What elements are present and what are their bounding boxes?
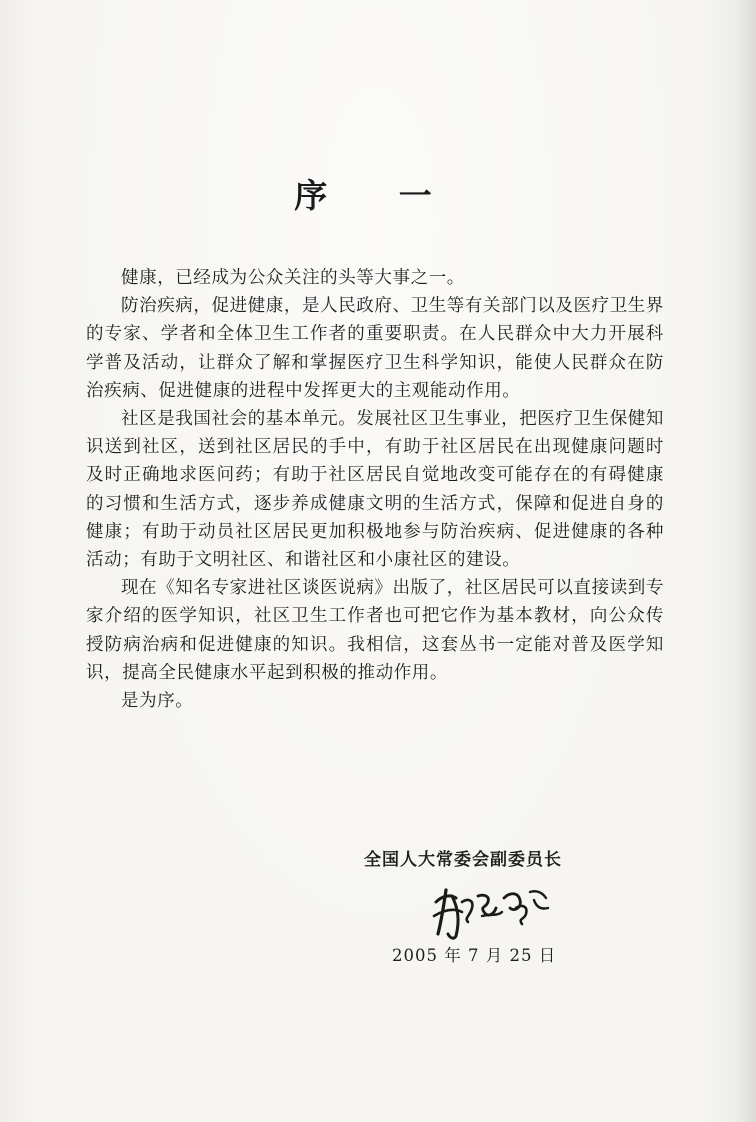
- page-title: 序 一: [294, 176, 462, 216]
- preface-body: [86, 264, 664, 715]
- signature-date: 2005 年 7 月 25 日: [392, 946, 557, 965]
- paragraph-3: 社区是我国社会的基本单元。发展社区卫生事业，把医疗卫生保健知识送到社区，送到社区居民的手中，有助于社区居民在出现健康问题时及时正确地求医问药；有助于社区居民自觉地改变可能存在的有碍健康的习惯和生活方式，逐步养成健康文明的生活方式，保障和促进自身的健康；有助于动员社区居民更加积极地参与防治疾病、促进健康的各种活动；有助于文明社区、和谐社区和小康社区的建设。: [86, 409, 664, 571]
- signer-title: 全国人大常委会副委员长: [364, 850, 562, 870]
- handwritten-signature: [428, 882, 556, 942]
- paragraph-4: 现在《知名专家进社区谈医说病》出版了，社区居民可以直接读到专家介绍的医学知识，社区卫生工作者也可把它作为基本教材，向公众传授防病治病和促进健康的知识。我相信，这套丛书一定能对普及医学知识，提高全民健康水平起到积极的推动作用。: [86, 578, 664, 683]
- page-edge-shadow: [734, 0, 756, 1122]
- paragraph-1: 健康，已经成为公众关注的头等大事之一。: [121, 268, 465, 288]
- paragraph-5: 是为序。: [121, 691, 194, 712]
- paragraph-2: 防治疾病，促进健康，是人民政府、卫生等有关部门以及医疗卫生界的专家、学者和全体卫生工作者的重要职责。在人民群众中大力开展科学普及活动，让群众了解和掌握医疗卫生科学知识，能使人民群众在防治疾病、促进健康的进程中发挥更大的主观能动作用。: [86, 296, 664, 401]
